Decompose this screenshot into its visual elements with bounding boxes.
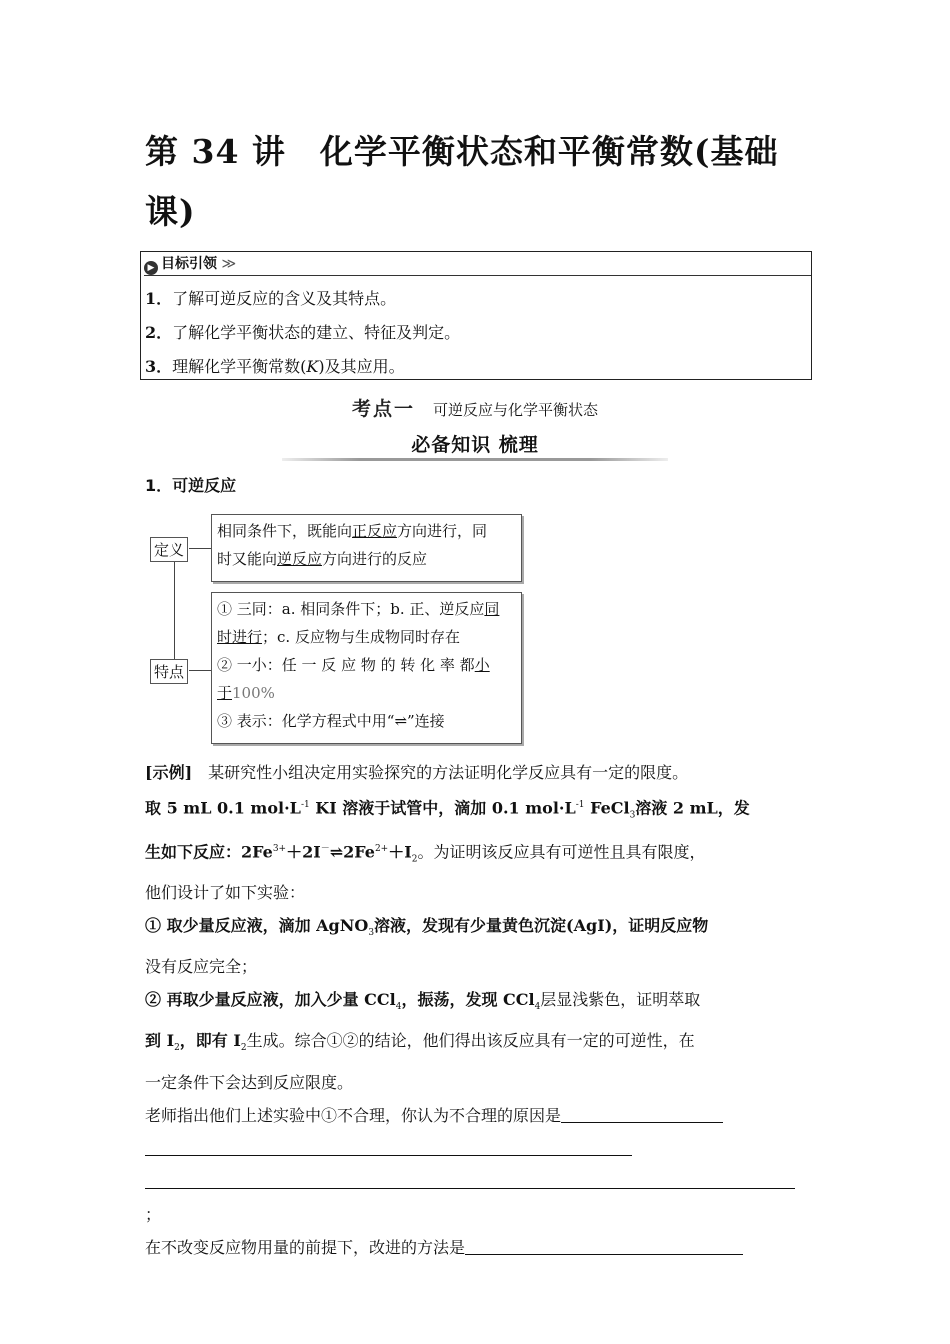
goals-box — [140, 251, 812, 380]
sub: 2 — [174, 1043, 180, 1054]
answer-blank[interactable] — [561, 1102, 723, 1123]
text: 在不改变反应物用量的前提下，改进的方法是 — [145, 1237, 466, 1257]
goals-header — [144, 253, 811, 276]
text: ② 一小：任 一 反 应 物 的 转 化 率 都 — [217, 656, 475, 674]
diagram-label-def: 定义 — [150, 537, 188, 562]
text: 某研究性小组决定用实验探究的方法证明化学反应具有一定的限度。 — [208, 763, 689, 782]
answer-line — [145, 1165, 810, 1198]
text: ② 再取少量反应液，加入少量 CCl — [145, 990, 396, 1010]
goal-text: 了解可逆反应的含义及其特点。 — [172, 289, 397, 308]
goal-num: 3． — [145, 357, 173, 376]
divider — [282, 458, 668, 461]
sup: 3+ — [272, 843, 287, 854]
sub: 3 — [368, 928, 375, 939]
diagram-vertical-line — [174, 547, 175, 671]
kaodian-heading — [0, 394, 950, 421]
sup: 2+ — [374, 843, 389, 854]
kaodian-label: 考点一 — [351, 398, 415, 420]
diagram-def-box — [211, 514, 522, 582]
ex-line: 一定条件下会达到反应限度。 — [145, 1072, 354, 1092]
ex-line: 没有反应完全； — [145, 957, 258, 977]
title-line-1: 第 34 讲 化学平衡状态和平衡常数(基础 — [145, 132, 779, 171]
feat-line-5: ③ 表示：化学方程式中用“⇌”连接 — [217, 712, 445, 730]
ex-line — [145, 789, 810, 833]
text: 生如下反应：2Fe — [145, 841, 273, 861]
goal-item-2 — [145, 322, 460, 344]
sub: 4 — [395, 1002, 402, 1013]
text: ，即有 I — [179, 1031, 241, 1051]
ex-line — [145, 833, 810, 877]
goal-num: 2． — [145, 323, 173, 342]
feat-line-1 — [217, 595, 516, 623]
example-tag: [示例] — [145, 763, 193, 782]
goal-text: )及其应用。 — [318, 357, 405, 376]
ex-line — [145, 909, 810, 950]
diagram-label-feat: 特点 — [150, 659, 188, 684]
goal-num: 1． — [145, 289, 173, 308]
underlined-text: 逆反应 — [277, 550, 323, 568]
goal-item-1 — [145, 288, 396, 310]
text: ＋2I — [286, 841, 321, 861]
question-2 — [145, 1231, 810, 1264]
text: 方向进行，同 — [397, 522, 488, 540]
text: 100% — [232, 684, 275, 702]
text: 时又能向 — [217, 550, 278, 568]
sup: -1 — [575, 800, 585, 810]
underlined-text: 于 — [217, 684, 233, 702]
text: ⇌2Fe — [329, 841, 375, 861]
text: 方向进行的反应 — [322, 550, 428, 568]
goal-text: 理解化学平衡常数( — [172, 357, 307, 376]
play-icon: ▶ — [144, 261, 158, 275]
ex-line: 他们设计了如下实验： — [145, 883, 306, 903]
answer-blank[interactable] — [465, 1234, 743, 1255]
title-line-2: 课) — [145, 192, 196, 231]
text: 相同条件下，既能向 — [217, 522, 353, 540]
goal-item-3 — [145, 356, 405, 378]
semicolon: ； — [145, 1204, 162, 1224]
text: 取 5 mL 0.1 mol·L — [145, 798, 301, 818]
sub: 4 — [534, 1002, 541, 1013]
goal-text-k: K — [306, 357, 319, 376]
sub: 3 — [629, 810, 636, 821]
underlined-text: 正反应 — [352, 522, 398, 540]
sup: － — [320, 843, 330, 854]
ex-line — [145, 756, 810, 789]
text: 溶液 2 mL，发 — [635, 798, 750, 818]
goal-text: 了解化学平衡状态的建立、特征及判定。 — [172, 323, 461, 342]
def-line-1 — [217, 517, 516, 545]
sup: -1 — [300, 800, 310, 810]
section-heading-1: 1．可逆反应 — [145, 476, 237, 495]
text: 。为证明该反应具有可逆性且具有限度， — [417, 841, 706, 861]
text: 到 I — [145, 1031, 175, 1051]
text: ＋I — [388, 841, 412, 861]
question-1 — [145, 1099, 810, 1132]
example-paragraph — [145, 756, 810, 1264]
ex-line — [145, 1024, 810, 1065]
text: 溶液，发现有少量黄色沉淀(AgI)，证明反应物 — [374, 916, 709, 936]
diagram-feat-connector — [189, 670, 211, 671]
answer-blank[interactable] — [145, 1168, 795, 1189]
text: ① 三同：a. 相同条件下；b. 正、逆反应 — [217, 600, 485, 618]
text: KI 溶液于试管中，滴加 0.1 mol·L — [309, 798, 576, 818]
ex-line — [145, 983, 810, 1024]
text: FeCl — [584, 798, 630, 818]
underlined-text: 小 — [474, 656, 490, 674]
bibei-heading: 必备知识 梳理 — [411, 434, 539, 456]
feat-line-2 — [217, 623, 516, 651]
answer-line — [145, 1132, 810, 1165]
underlined-text: 同 — [484, 600, 500, 618]
kaodian-title: 可逆反应与化学平衡状态 — [433, 401, 599, 419]
double-chevron-icon: ≫ — [217, 256, 237, 272]
text: 层显浅紫色，证明萃取 — [540, 990, 701, 1010]
page-title — [145, 122, 815, 242]
diagram-def-connector — [189, 548, 211, 549]
feat-line-4 — [217, 679, 516, 707]
text: ，振荡，发现 CCl — [401, 990, 535, 1010]
underlined-text: 时进行 — [217, 628, 263, 646]
sub: 2 — [240, 1043, 247, 1054]
def-line-2 — [217, 545, 516, 573]
text: ；c. 反应物与生成物同时存在 — [262, 628, 460, 646]
answer-blank[interactable] — [145, 1135, 632, 1156]
text: 老师指出他们上述实验中①不合理，你认为不合理的原因是 — [145, 1105, 562, 1125]
sub: 2 — [411, 854, 418, 865]
goals-header-label: 目标引领 — [161, 256, 217, 272]
text: ① 取少量反应液，滴加 AgNO — [145, 916, 369, 936]
diagram-feat-box — [211, 592, 522, 744]
feat-line-3 — [217, 651, 516, 679]
text: 生成。综合①②的结论，他们得出该反应具有一定的可逆性，在 — [246, 1031, 695, 1051]
